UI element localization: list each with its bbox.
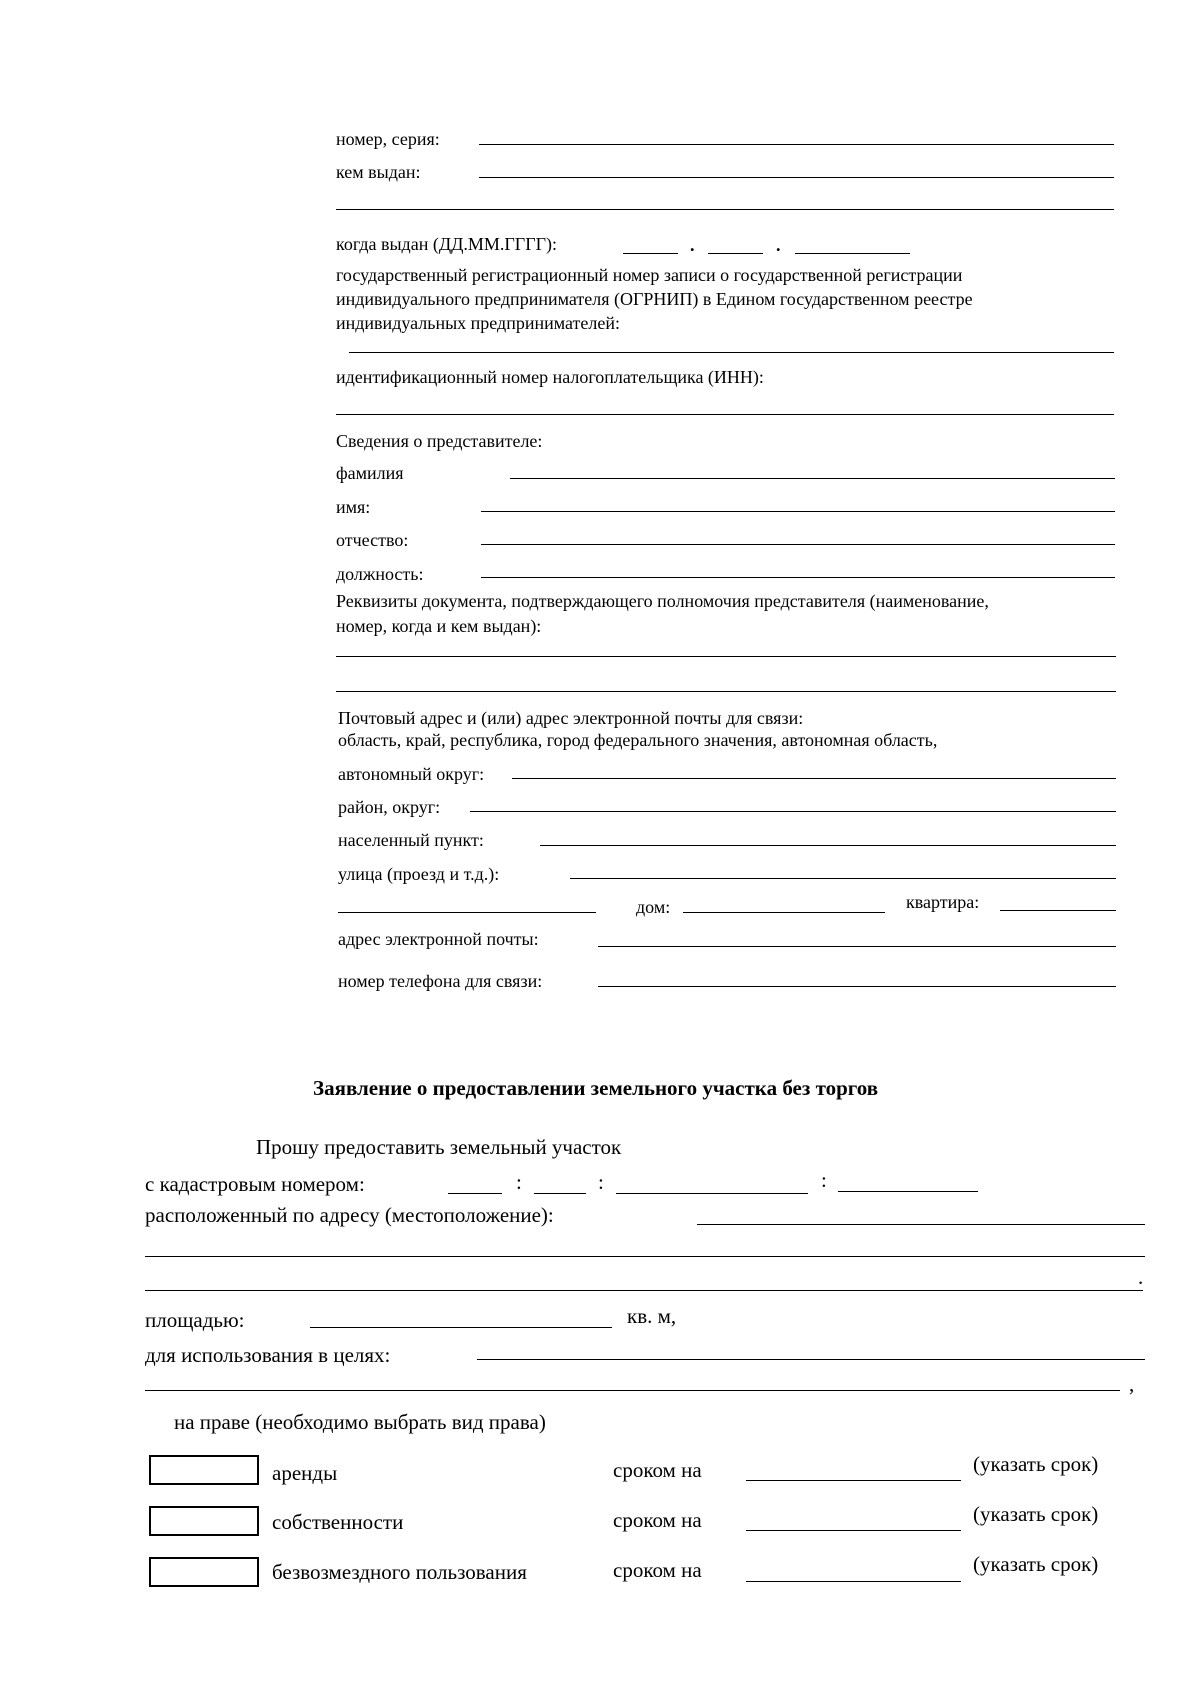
house-label: дом: (636, 897, 671, 917)
purpose-label: для использования в целях: (145, 1343, 391, 1367)
location-period: . (1138, 1265, 1144, 1289)
doc-details-field[interactable] (336, 656, 1116, 657)
date-separator: . (690, 235, 695, 255)
request-text: Прошу предоставить земельный участок (256, 1135, 622, 1159)
issued-month-field[interactable] (708, 253, 763, 254)
purpose-field[interactable] (477, 1359, 1145, 1360)
region-label: область, край, республика, город федерального значения, автономная область, (338, 730, 938, 750)
apartment-field[interactable] (1000, 910, 1116, 911)
number-series-field[interactable] (479, 144, 1114, 145)
phone-field[interactable] (598, 986, 1116, 987)
ownership-term-label: сроком на (613, 1508, 702, 1532)
street-field[interactable] (570, 878, 1116, 879)
representative-heading: Сведения о представителе: (336, 431, 543, 451)
issued-year-field[interactable] (795, 253, 910, 254)
ownership-label: собственности (272, 1510, 404, 1534)
purpose-comma: , (1129, 1372, 1135, 1396)
free-use-label: безвозмездного пользования (272, 1560, 527, 1584)
street-field-2[interactable] (338, 912, 596, 913)
surname-field[interactable] (510, 478, 1115, 479)
right-heading: на праве (необходимо выбрать вид права) (174, 1410, 546, 1434)
lease-label: аренды (272, 1461, 338, 1485)
date-separator: . (776, 235, 781, 255)
ownership-term-field[interactable] (746, 1530, 961, 1531)
autonomous-okrug-label: автономный округ: (338, 764, 485, 784)
issued-by-field[interactable] (479, 177, 1114, 178)
inn-label: идентификационный номер налогоплательщика (ИНН): (336, 367, 764, 387)
address-heading: Почтовый адрес и (или) адрес электронной почты для связи: (338, 708, 804, 728)
cadastral-colon: : (598, 1170, 604, 1194)
district-label: район, округ: (338, 797, 441, 817)
lease-term-field[interactable] (746, 1480, 961, 1481)
free-use-checkbox[interactable] (149, 1557, 259, 1587)
issued-by-label: кем выдан: (336, 162, 421, 182)
autonomous-okrug-field[interactable] (512, 778, 1116, 779)
free-use-term-field[interactable] (746, 1581, 961, 1582)
area-field[interactable] (310, 1327, 612, 1328)
inn-field[interactable] (336, 414, 1114, 415)
email-field[interactable] (598, 946, 1116, 947)
issued-date-label: когда выдан (ДД.ММ.ГГГГ): (336, 234, 558, 254)
free-use-term-label: сроком на (613, 1558, 702, 1582)
free-use-term-hint: (указать срок) (973, 1552, 1099, 1576)
area-unit: кв. м, (627, 1304, 677, 1328)
ownership-term-hint: (указать срок) (973, 1502, 1099, 1526)
cadastral-part2-field[interactable] (534, 1193, 586, 1194)
phone-label: номер телефона для связи: (338, 971, 543, 991)
apartment-label: квартира: (906, 892, 980, 912)
locality-label: населенный пункт: (338, 830, 484, 850)
doc-details-line2: номер, когда и кем выдан): (336, 616, 542, 636)
ogrnip-field[interactable] (349, 352, 1114, 353)
position-label: должность: (336, 564, 424, 584)
lease-term-hint: (указать срок) (973, 1452, 1099, 1476)
name-field[interactable] (481, 511, 1115, 512)
position-field[interactable] (481, 577, 1115, 578)
location-field[interactable] (697, 1224, 1145, 1225)
doc-details-line1: Реквизиты документа, подтверждающего полномочия представителя (наименование, (336, 591, 989, 611)
street-label: улица (проезд и т.д.): (338, 864, 500, 884)
email-label: адрес электронной почты: (338, 929, 539, 949)
issued-by-field-2[interactable] (336, 209, 1114, 210)
cadastral-colon: : (516, 1170, 522, 1194)
cadastral-colon: : (821, 1168, 827, 1192)
issued-day-field[interactable] (623, 253, 678, 254)
doc-details-field-2[interactable] (336, 691, 1116, 692)
ownership-checkbox[interactable] (149, 1506, 259, 1536)
location-label: расположенный по адресу (местоположение): (145, 1203, 554, 1227)
ogrnip-label-line1: государственный регистрационный номер записи о государственной регистрации (336, 265, 963, 285)
patronymic-label: отчество: (336, 530, 409, 550)
cadastral-part4-field[interactable] (838, 1191, 978, 1192)
number-series-label: номер, серия: (336, 129, 440, 149)
cadastral-part1-field[interactable] (448, 1193, 502, 1194)
cadastral-part3-field[interactable] (616, 1193, 808, 1194)
area-label: площадью: (145, 1308, 245, 1332)
location-field-3[interactable] (145, 1290, 1143, 1291)
ogrnip-label-line3: индивидуальных предпринимателей: (336, 313, 621, 333)
patronymic-field[interactable] (481, 544, 1115, 545)
name-label: имя: (336, 497, 371, 517)
cadastral-label: с кадастровым номером: (145, 1172, 365, 1196)
locality-field[interactable] (540, 845, 1116, 846)
house-field[interactable] (683, 912, 885, 913)
statement-title: Заявление о предоставлении земельного участка без торгов (313, 1076, 879, 1100)
surname-label: фамилия (336, 463, 404, 483)
district-field[interactable] (470, 811, 1116, 812)
lease-term-label: сроком на (613, 1458, 702, 1482)
ogrnip-label-line2: индивидуального предпринимателя (ОГРНИП) в Едином государственном реестре (336, 289, 973, 309)
lease-checkbox[interactable] (149, 1455, 259, 1485)
purpose-field-2[interactable] (145, 1390, 1120, 1391)
location-field-2[interactable] (145, 1256, 1145, 1257)
